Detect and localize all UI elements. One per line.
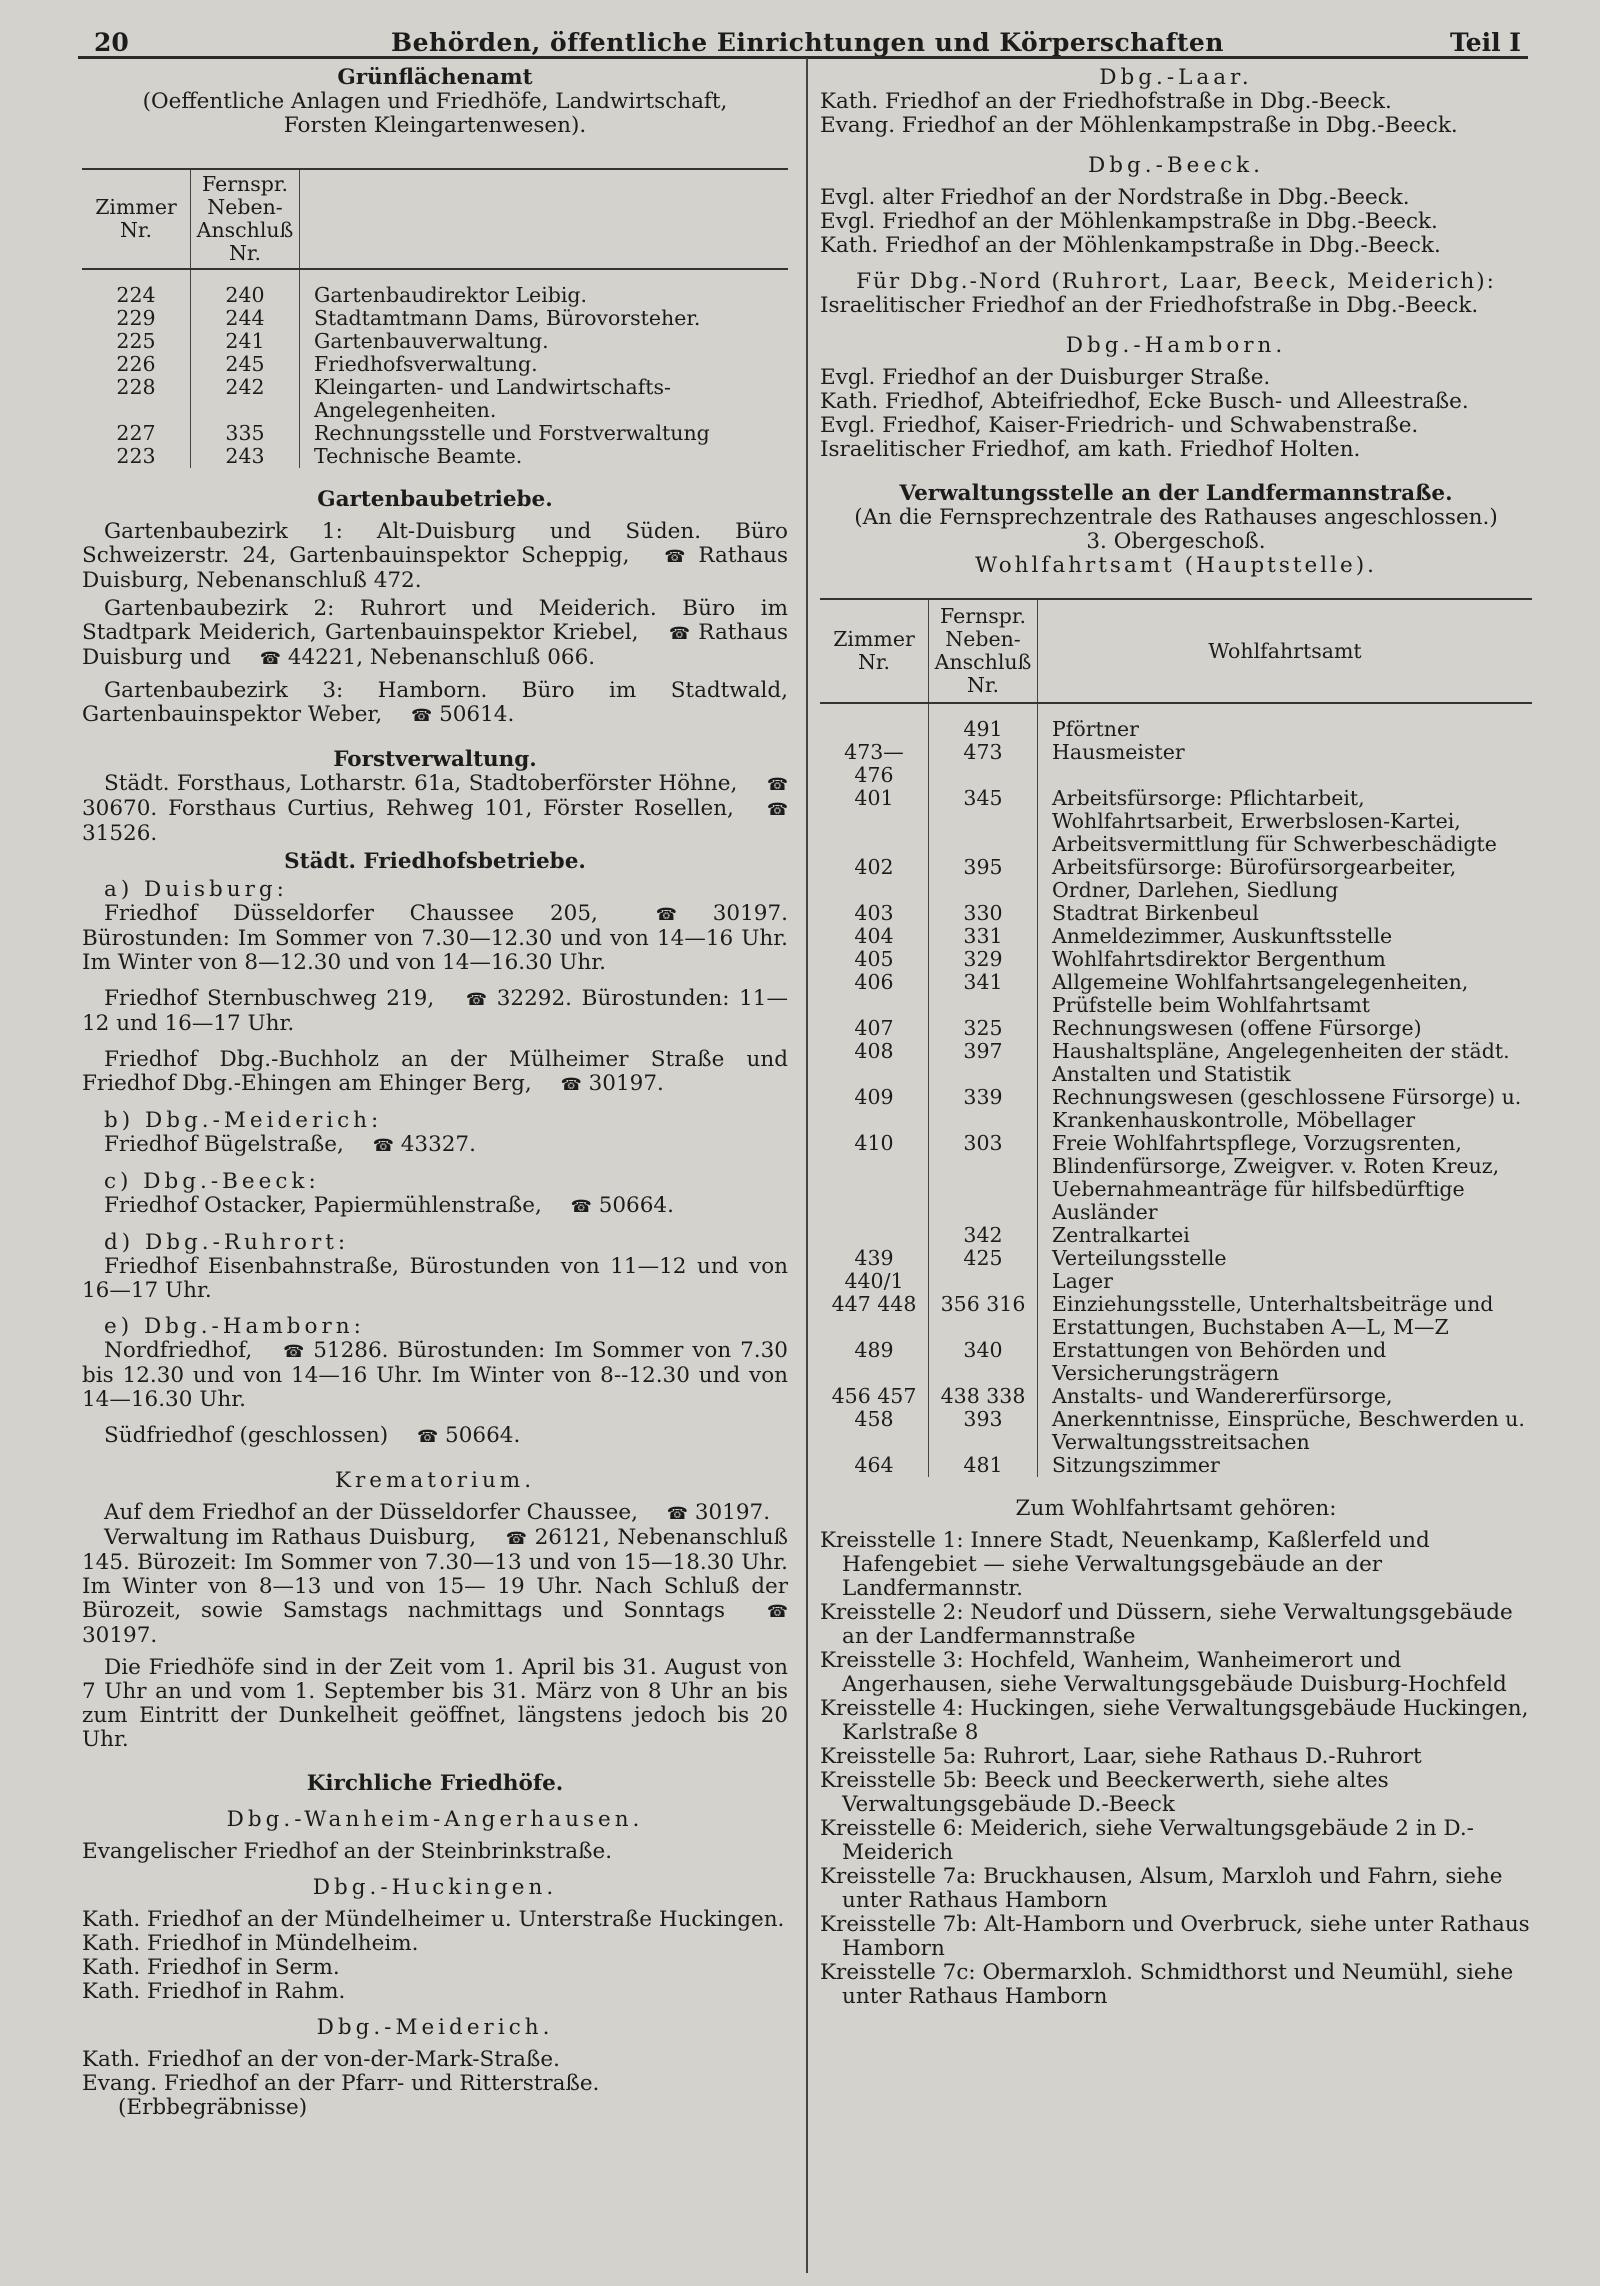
description-cell: Einziehungsstelle, Unterhaltsbeiträge und Erstattungen, Buchstaben A—L, M—Z [1052, 1292, 1494, 1339]
extension-cell: 331 [929, 925, 1038, 948]
extension-cell: 341 [929, 971, 1038, 1017]
description-cell: Gartenbaudirektor Leibig. [314, 283, 588, 307]
nord-line: Israelitischer Friedhof an der Friedhofstraße in Dbg.-Beeck. [820, 293, 1479, 318]
table-row [820, 741, 1532, 787]
description-cell: Kleingarten- und Landwirtschafts- Angelegenheiten. [314, 375, 671, 422]
krema-3: Die Friedhöfe sind in der Zeit vom 1. April bis 31. August von 7 Uhr an und vom 1. September bis 31. März von 8 Uhr an bis zum Eintritt der Dunkelheit geöffnet, längstens jedoch bis 20 Uhr. [82, 1655, 788, 1752]
forst-text [82, 772, 788, 846]
extension-cell: 395 [929, 856, 1038, 902]
col-head-desc: Wohlfahrtsamt [1208, 638, 1362, 663]
extension-cell [929, 1270, 1038, 1293]
table-row [82, 353, 788, 376]
c-1 [82, 1194, 788, 1219]
col-head-desc [300, 169, 789, 269]
meiderich-heading: Dbg.-Meiderich. [316, 2015, 554, 2040]
krema-heading: Krematorium. [334, 1468, 536, 1493]
description-cell: Anmeldezimmer, Auskunftsstelle [1052, 924, 1393, 948]
description-cell: Anstalts- und Wandererfürsorge, Anerkenntnisse, Einsprüche, Beschwerden u. Verwaltungsstreitsachen [1052, 1384, 1525, 1454]
kreisstelle-item: Kreisstelle 5b: Beeck und Beeckerwerth, siehe altes Verwaltungsgebäude D.-Beeck [820, 1768, 1389, 1817]
forst-1: Städt. Forsthaus, Lotharstr. 61a, Stadtoberförster Höhne, [104, 771, 738, 796]
col-head-room: Zimmer Nr. [833, 627, 915, 674]
table-row [820, 1040, 1532, 1086]
e-1 [82, 1339, 788, 1412]
telephone-icon: ☎ [766, 800, 788, 820]
table-row [820, 925, 1532, 948]
b-1 [82, 1133, 788, 1158]
part-label: Teil I [1449, 28, 1521, 57]
a-2-hours: 32292. Bürostunden: 11—12 und 16—17 Uhr. [82, 986, 788, 1036]
krema-2-phone: 30197. [82, 1623, 158, 1648]
room-cell: 226 [116, 352, 156, 376]
list-item: Evgl. alter Friedhof an der Nordstraße in Dbg.-Beeck. [820, 185, 1410, 210]
d-heading: d) Dbg.-Ruhrort: [104, 1230, 350, 1255]
telephone-icon: ☎ [417, 1427, 439, 1447]
extension-cell: 425 [929, 1247, 1038, 1270]
extension-cell: 345 [929, 787, 1038, 856]
extension-cell: 241 [191, 330, 300, 353]
table-row [820, 971, 1532, 1017]
extension-cell: 340 [929, 1339, 1038, 1385]
e-1-text: Nordfriedhof, [104, 1338, 253, 1363]
extension-cell: 491 [929, 718, 1038, 741]
krema-1-text: Auf dem Friedhof an der Düsseldorfer Chaussee, [104, 1500, 638, 1525]
e-1-hours: 51286. Bürostunden: Im Sommer von 7.30 bis 12.30 und von 14—16 Uhr. Im Winter von 8--12.30 und von 14—16.30 Uhr. [82, 1338, 788, 1412]
table-row [82, 445, 788, 468]
telephone-icon: ☎ [283, 1342, 305, 1362]
meiderich-list [82, 2048, 788, 2120]
room-cell: 223 [116, 444, 156, 468]
description-cell: Wohlfahrtsdirektor Bergenthum [1052, 947, 1386, 971]
gartenbau-3-text: Gartenbaubezirk 3: Hamborn. Büro im Stadtwald, Gartenbauinspektor Weber, [82, 678, 788, 727]
room-cell: 227 [116, 421, 156, 445]
table-row [820, 1293, 1532, 1339]
wohlfahrt-table [820, 598, 1532, 1477]
kreisstelle-item: Kreisstelle 1: Innere Stadt, Neuenkamp, Kaßlerfeld und Hafengebiet — siehe Verwaltungsgebäude an der Landfermannstr. [820, 1528, 1430, 1601]
page-title: Behörden, öffentliche Einrichtungen und Körperschaften [391, 28, 1224, 57]
left-column [82, 66, 788, 2120]
room-cell [820, 1224, 929, 1247]
list-item: Evgl. Friedhof, Kaiser-Friedrich- und Schwabenstraße. [820, 413, 1419, 438]
krema-2-hours: 26121, Nebenanschluß 145. Bürozeit: Im Sommer von 7.30—13 und von 15—18.30 Uhr. Im Winter von 8—13 und von 15— 19 Uhr. Nach Schluß der Bürozeit, sowie Samstags nachmittags und Sonntags [82, 1525, 788, 1623]
list-item: Evgl. Friedhof an der Duisburger Straße. [820, 365, 1271, 390]
krema-1 [82, 1501, 788, 1526]
extension-cell: 303 [929, 1132, 1038, 1224]
vst-floor: 3. Obergeschoß. [1086, 529, 1266, 554]
extension-cell: 335 [191, 422, 300, 445]
description-cell: Allgemeine Wohlfahrtsangelegenheiten, Prüfstelle beim Wohlfahrtsamt [1052, 970, 1469, 1017]
extension-cell: 356 316 [929, 1293, 1038, 1339]
room-cell: 228 [116, 375, 156, 399]
gartenbau-3 [82, 679, 788, 728]
description-cell: Zentralkartei [1052, 1223, 1190, 1247]
list-item: Kath. Friedhof in Rahm. [82, 1979, 346, 2004]
kreisstelle-item: Kreisstelle 3: Hochfeld, Wanheim, Wanheimerort und Angerhausen, siehe Verwaltungsgebäude Duisburg-Hochfeld [820, 1648, 1507, 1697]
page-number: 20 [94, 28, 129, 57]
gartenbau-2-phone-a: Rathaus Duisburg und [82, 620, 788, 670]
table-row [82, 307, 788, 330]
telephone-icon: ☎ [465, 990, 488, 1010]
room-cell: 229 [116, 306, 156, 330]
table-row [820, 902, 1532, 925]
fried-heading: Städt. Friedhofsbetriebe. [284, 849, 586, 874]
table-row [82, 284, 788, 307]
extension-cell: 240 [191, 284, 300, 307]
extension-cell: 438 338 393 [929, 1385, 1038, 1454]
list-item: Evang. Friedhof an der Pfarr- und Ritterstraße. [82, 2071, 600, 2096]
table-row [820, 1454, 1532, 1477]
gartenbau-3-phone: 50614. [439, 702, 515, 727]
krema-1-phone: 30197. [694, 1500, 771, 1525]
wanheim-1: Evangelischer Friedhof an der Steinbrinkstraße. [82, 1839, 613, 1864]
forst-heading: Forstverwaltung. [333, 747, 537, 772]
description-cell: Arbeitsfürsorge: Pflichtarbeit, Wohlfahrtsarbeit, Erwerbslosen-Kartei, Arbeitsvermittlung für Schwerbeschädigte [1052, 786, 1497, 856]
description-cell: Technische Beamte. [314, 444, 523, 468]
room-cell: 410 [854, 1131, 894, 1155]
table-row [820, 787, 1532, 856]
e-2-phone: 50664. [445, 1423, 521, 1448]
table-row [820, 1270, 1532, 1293]
krema-2 [82, 1526, 788, 1648]
room-cell: 439 [854, 1246, 894, 1270]
table-row [820, 1086, 1532, 1132]
telephone-icon: ☎ [372, 1136, 394, 1156]
room-cell: 489 [854, 1338, 894, 1362]
table-row [82, 422, 788, 445]
kreisstelle-item: Kreisstelle 5a: Ruhrort, Laar, siehe Rathaus D.-Ruhrort [820, 1744, 1422, 1769]
header-rule [78, 56, 1528, 59]
telephone-icon: ☎ [766, 775, 788, 795]
table-row [820, 856, 1532, 902]
extension-cell: 243 [191, 445, 300, 468]
kreisstelle-item: Kreisstelle 7a: Bruckhausen, Alsum, Marxloh und Fahrn, siehe unter Rathaus Hamborn [820, 1864, 1503, 1913]
beeck-heading: Dbg.-Beeck. [1087, 153, 1264, 178]
a-2-text: Friedhof Sternbuschweg 219, [104, 986, 435, 1011]
vst-subtitle: (An die Fernsprechzentrale des Rathauses angeschlossen.) [854, 505, 1498, 530]
a-3-text: Friedhof Dbg.-Buchholz an der Mülheimer Straße und Friedhof Dbg.-Ehingen am Ehinger Berg, [82, 1047, 788, 1096]
laar-heading: Dbg.-Laar. [1099, 65, 1253, 90]
telephone-icon: ☎ [766, 1602, 788, 1622]
kreis-list [820, 1529, 1532, 2009]
room-cell: 473—476 [844, 740, 904, 787]
list-item: Kath. Friedhof, Abteifriedhof, Ecke Busch- und Alleestraße. [820, 389, 1469, 414]
a-heading: a) Duisburg: [104, 877, 288, 902]
right-column [820, 66, 1532, 2009]
column-divider [806, 58, 808, 2273]
description-cell: Arbeitsfürsorge: Bürofürsorgearbeiter, Ordner, Darlehen, Siedlung [1052, 855, 1457, 902]
description-cell: Friedhofsverwaltung. [314, 352, 538, 376]
telephone-icon: ☎ [411, 706, 433, 726]
telephone-icon: ☎ [505, 1529, 527, 1549]
c-heading: c) Dbg.-Beeck: [104, 1169, 320, 1194]
extension-cell: 242 [191, 376, 300, 422]
room-cell: 405 [854, 947, 894, 971]
a-2 [82, 987, 788, 1036]
description-cell: Haushaltspläne, Angelegenheiten der städt. Anstalten und Statistik [1052, 1039, 1510, 1086]
table-row [820, 718, 1532, 741]
forst-3: 31526. [82, 821, 158, 846]
table-row [82, 376, 788, 422]
list-item: Evang. Friedhof an der Möhlenkampstraße in Dbg.-Beeck. [820, 113, 1458, 138]
gartenbau-2-phone-b: 44221, Nebenanschluß 066. [287, 645, 596, 670]
extension-cell: 325 [929, 1017, 1038, 1040]
room-cell: 403 [854, 901, 894, 925]
table-row [820, 1385, 1532, 1454]
a-3-phone: 30197. [588, 1071, 664, 1096]
list-item: Kath. Friedhof an der von-der-Mark-Straße. [82, 2047, 560, 2072]
description-cell: Rechnungswesen (geschlossene Fürsorge) u. Krankenhauskontrolle, Möbellager [1052, 1085, 1522, 1132]
extension-cell: 342 [929, 1224, 1038, 1247]
a-1-text: Friedhof Düsseldorfer Chaussee 205, [104, 901, 598, 926]
kirch-heading: Kirchliche Friedhöfe. [306, 1771, 564, 1796]
c-1-text: Friedhof Ostacker, Papiermühlenstraße, [104, 1193, 542, 1218]
gruen-table-body [82, 269, 788, 468]
table-row [820, 1247, 1532, 1270]
room-cell: 401 [854, 786, 894, 810]
gartenbau-1-text: Gartenbaubezirk 1: Alt-Duisburg und Süden. Büro Schweizerstr. 24, Gartenbauinspektor Scheppig, [82, 519, 788, 568]
list-item: Kath. Friedhof in Mündelheim. [82, 1931, 419, 1956]
telephone-icon: ☎ [560, 1075, 582, 1095]
list-item: Kath. Friedhof in Serm. [82, 1955, 340, 1980]
zum-heading: Zum Wohlfahrtsamt gehören: [1015, 1496, 1337, 1521]
list-item: Kath. Friedhof an der Möhlenkampstraße in Dbg.-Beeck. [820, 233, 1441, 258]
description-cell: Rechnungsstelle und Forstverwaltung [314, 421, 710, 445]
kreisstelle-item: Kreisstelle 6: Meiderich, siehe Verwaltungsgebäude 2 in D.-Meiderich [820, 1816, 1474, 1865]
wanheim-heading: Dbg.-Wanheim-Angerhausen. [226, 1807, 644, 1832]
telephone-icon: ☎ [666, 1504, 688, 1524]
col-head-phone: Fernspr. Neben- Anschluß Nr. [929, 599, 1038, 703]
krema-2-text: Verwaltung im Rathaus Duisburg, [104, 1525, 477, 1550]
table-row [82, 330, 788, 353]
description-cell: Verteilungsstelle [1052, 1246, 1227, 1270]
list-item: (Erbbegräbnisse) [118, 2095, 308, 2120]
table-row [820, 1339, 1532, 1385]
kreisstelle-item: Kreisstelle 7c: Obermarxloh. Schmidthorst und Neumühl, siehe unter Rathaus Hamborn [820, 1960, 1514, 2009]
room-cell: 409 [854, 1085, 894, 1109]
huckingen-list [82, 1908, 788, 2004]
description-cell: Erstattungen von Behörden und Versicherungsträgern [1052, 1338, 1387, 1385]
telephone-icon: ☎ [664, 547, 686, 567]
table-row [820, 948, 1532, 971]
a-3 [82, 1048, 788, 1097]
kreisstelle-item: Kreisstelle 2: Neudorf und Düssern, siehe Verwaltungsgebäude an der Landfermannstraße [820, 1600, 1513, 1649]
gruen-heading: Grünflächenamt [337, 65, 533, 90]
room-cell [820, 718, 929, 741]
e-heading: e) Dbg.-Hamborn: [104, 1314, 365, 1339]
gruen-table [82, 168, 788, 468]
col-head-phone: Fernspr. Neben- Anschluß Nr. [191, 169, 300, 269]
table-row [820, 1132, 1532, 1224]
extension-cell: 473 [929, 741, 1038, 787]
list-item: Israelitischer Friedhof, am kath. Friedhof Holten. [820, 437, 1361, 462]
description-cell: Pförtner [1052, 717, 1139, 741]
room-cell: 408 [854, 1039, 894, 1063]
forst-2: 30670. Forsthaus Curtius, Rehweg 101, Förster Rosellen, [82, 796, 734, 821]
description-cell: Freie Wohlfahrtspflege, Vorzugsrenten, Blindenfürsorge, Zweigver. v. Roten Kreuz, Uebernahmeanträge für hilfsbedürftige Ausländer [1052, 1131, 1500, 1224]
hamborn-heading: Dbg.-Hamborn. [1065, 333, 1287, 358]
list-item: Kath. Friedhof an der Mündelheimer u. Unterstraße Huckingen. [82, 1907, 785, 1932]
list-item: Kath. Friedhof an der Friedhofstraße in Dbg.-Beeck. [820, 89, 1392, 114]
description-cell: Sitzungszimmer [1052, 1453, 1220, 1477]
b-1-text: Friedhof Bügelstraße, [104, 1132, 344, 1157]
gartenbau-2-text: Gartenbaubezirk 2: Ruhrort und Meiderich. Büro im Stadtpark Meiderich, Gartenbauinspektor Kriebel, [82, 596, 788, 645]
description-cell: Rechnungswesen (offene Fürsorge) [1052, 1016, 1422, 1040]
room-cell: 404 [854, 924, 894, 948]
d-1: Friedhof Eisenbahnstraße, Bürostunden von 11—12 und von 16—17 Uhr. [82, 1254, 788, 1303]
telephone-icon: ☎ [259, 649, 281, 669]
extension-cell: 329 [929, 948, 1038, 971]
extension-cell: 245 [191, 353, 300, 376]
gartenbau-2 [82, 597, 788, 671]
c-1-phone: 50664. [598, 1193, 674, 1218]
gartenbau-1 [82, 520, 788, 593]
extension-cell: 244 [191, 307, 300, 330]
description-cell: Stadtamtmann Dams, Bürovorsteher. [314, 306, 701, 330]
a-1 [82, 902, 788, 975]
e-2-text: Südfriedhof (geschlossen) [104, 1423, 389, 1448]
extension-cell: 397 [929, 1040, 1038, 1086]
e-2 [82, 1424, 788, 1449]
wohlfahrt-table-body [820, 703, 1532, 1477]
extension-cell: 330 [929, 902, 1038, 925]
room-cell: 406 [854, 970, 894, 994]
table-row [820, 1017, 1532, 1040]
room-cell: 440/1 [844, 1269, 904, 1293]
gruen-subtitle: (Oeffentliche Anlagen und Friedhöfe, Landwirtschaft, Forsten Kleingartenwesen). [142, 89, 728, 138]
room-cell: 402 [854, 855, 894, 879]
kreisstelle-item: Kreisstelle 4: Huckingen, siehe Verwaltungsgebäude Huckingen, Karlstraße 8 [820, 1696, 1529, 1745]
a-1-hours: 30197. Bürostunden: Im Sommer von 7.30—12.30 und von 14—16 Uhr. Im Winter von 8—12.30 und von 14—16.30 Uhr. [82, 901, 788, 975]
description-cell: Hausmeister [1052, 740, 1185, 764]
list-item: Evgl. Friedhof an der Möhlenkampstraße in Dbg.-Beeck. [820, 209, 1438, 234]
col-head-room: Zimmer Nr. [95, 195, 177, 242]
kreisstelle-item: Kreisstelle 7b: Alt-Hamborn und Overbruck, siehe unter Rathaus Hamborn [820, 1912, 1530, 1961]
room-cell: 456 457 458 [831, 1384, 917, 1431]
description-cell: Lager [1052, 1269, 1113, 1293]
vst-amt: Wohlfahrtsamt (Hauptstelle). [975, 553, 1377, 578]
huckingen-heading: Dbg.-Huckingen. [312, 1875, 558, 1900]
extension-cell: 339 [929, 1086, 1038, 1132]
room-cell: 447 448 [831, 1292, 917, 1316]
gartenbau-1-phone: Rathaus Duisburg, Nebenanschluß 472. [82, 543, 789, 593]
page-header [90, 20, 1525, 60]
gartenbau-heading: Gartenbaubetriebe. [317, 487, 553, 512]
vst-heading: Verwaltungsstelle an der Landfermannstraße. [899, 481, 1453, 506]
b-heading: b) Dbg.-Meiderich: [104, 1108, 383, 1133]
room-cell: 225 [116, 329, 156, 353]
description-cell: Gartenbauverwaltung. [314, 329, 549, 353]
room-cell: 224 [116, 283, 156, 307]
room-cell: 464 [854, 1453, 894, 1477]
room-cell: 407 [854, 1016, 894, 1040]
telephone-icon: ☎ [570, 1197, 592, 1217]
b-1-phone: 43327. [400, 1132, 476, 1157]
nord-heading: Für Dbg.-Nord (Ruhrort, Laar, Beeck, Meiderich): [856, 269, 1496, 294]
telephone-icon: ☎ [668, 624, 690, 644]
table-row [820, 1224, 1532, 1247]
extension-cell: 481 [929, 1454, 1038, 1477]
description-cell: Stadtrat Birkenbeul [1052, 901, 1259, 925]
telephone-icon: ☎ [655, 905, 677, 925]
